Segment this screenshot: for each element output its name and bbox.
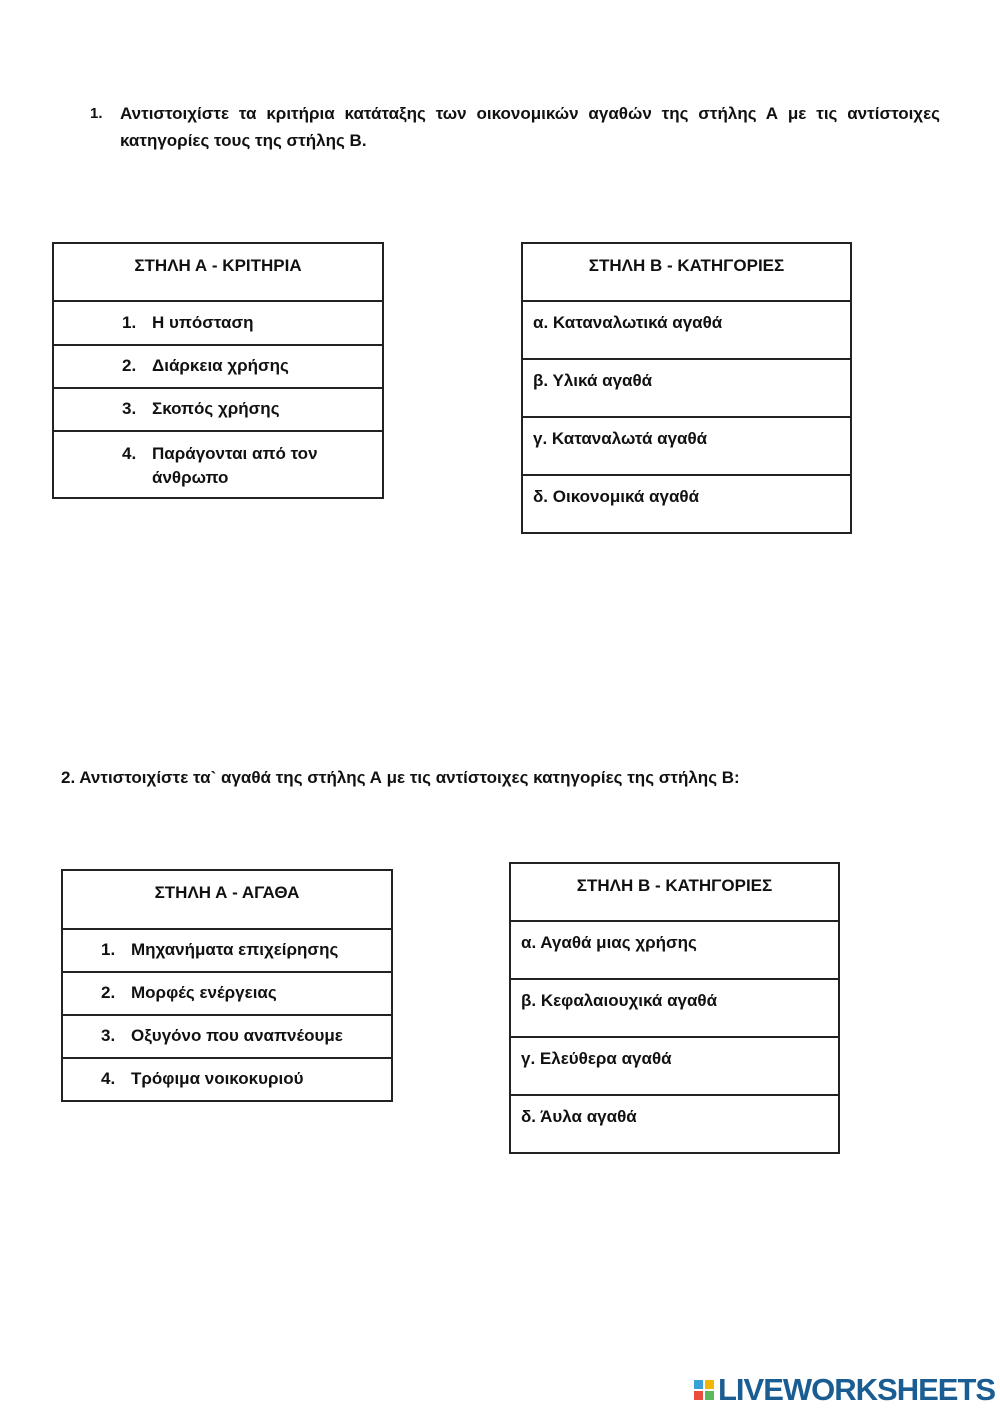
q1-column-a-header: ΣΤΗΛΗ Α - ΚΡΙΤΗΡΙΑ — [53, 243, 383, 301]
logo-text: LIVEWORKSHEETS — [718, 1372, 996, 1407]
logo-square-icon — [694, 1380, 703, 1389]
item-text: Μορφές ενέργειας — [131, 983, 277, 1002]
item-text: Παράγονται από τον άνθρωπο — [152, 444, 318, 487]
q2-column-b-table — [509, 862, 840, 1154]
q1-column-a-row — [53, 388, 383, 431]
item-number: 3. — [122, 399, 137, 418]
logo-square-icon — [705, 1391, 714, 1400]
q2-column-b-row: α. Αγαθά μιας χρήσης — [510, 921, 839, 979]
logo-mark-icon — [694, 1380, 714, 1400]
question-1-number: 1. — [90, 105, 103, 122]
q1-column-b-row: α. Καταναλωτικά αγαθά — [522, 301, 851, 359]
q2-column-b-header: ΣΤΗΛΗ Β - ΚΑΤΗΓΟΡΙΕΣ — [510, 863, 839, 921]
item-number: 1. — [101, 940, 116, 959]
q2-column-a-table — [61, 869, 393, 1102]
q1-column-b-row: δ. Οικονομικά αγαθά — [522, 475, 851, 533]
q1-column-a-table — [52, 242, 384, 499]
q1-column-a-row — [53, 431, 383, 498]
question-1-text: Αντιστοιχίστε τα κριτήρια κατάταξης των οικονομικών αγαθών της στήλης Α με τις αντίστοιχες κατηγορίες τους της στήλης Β. — [120, 104, 940, 150]
q1-column-b-row: γ. Καταναλωτά αγαθά — [522, 417, 851, 475]
logo-square-icon — [694, 1391, 703, 1400]
q1-column-a-row — [53, 345, 383, 388]
item-number: 4. — [101, 1069, 116, 1088]
item-number: 2. — [101, 983, 116, 1002]
logo-square-icon — [705, 1380, 714, 1389]
item-text: Η υπόσταση — [152, 313, 254, 332]
question-2-text: 2. Αντιστοιχίστε τα` αγαθά της στήλης Α με τις αντίστοιχες κατηγορίες της στήλης Β: — [61, 768, 740, 787]
q2-column-a-row — [62, 1058, 392, 1101]
q2-column-b-row: γ. Ελεύθερα αγαθά — [510, 1037, 839, 1095]
item-text: Τρόφιμα νοικοκυριού — [131, 1069, 304, 1088]
q1-column-a-row — [53, 301, 383, 345]
item-text: Διάρκεια χρήσης — [152, 356, 289, 375]
item-number: 2. — [122, 356, 137, 375]
item-number: 4. — [122, 444, 137, 463]
item-text: Οξυγόνο που αναπνέουμε — [131, 1026, 343, 1045]
q1-column-b-row: β. Υλικά αγαθά — [522, 359, 851, 417]
q2-column-b-row: δ. Άυλα αγαθά — [510, 1095, 839, 1153]
q2-column-a-row — [62, 1015, 392, 1058]
q2-column-b-row: β. Κεφαλαιουχικά αγαθά — [510, 979, 839, 1037]
q2-column-a-row — [62, 929, 392, 972]
item-number: 3. — [101, 1026, 116, 1045]
q1-column-b-table — [521, 242, 852, 534]
q1-column-b-header: ΣΤΗΛΗ Β - ΚΑΤΗΓΟΡΙΕΣ — [522, 243, 851, 301]
item-text: Σκοπός χρήσης — [152, 399, 280, 418]
item-number: 1. — [122, 313, 137, 332]
liveworksheets-logo[interactable] — [694, 1372, 995, 1408]
question-1 — [90, 100, 940, 154]
item-text: Μηχανήματα επιχείρησης — [131, 940, 339, 959]
q2-column-a-row — [62, 972, 392, 1015]
q2-column-a-header: ΣΤΗΛΗ Α - ΑΓΑΘΑ — [62, 870, 392, 929]
